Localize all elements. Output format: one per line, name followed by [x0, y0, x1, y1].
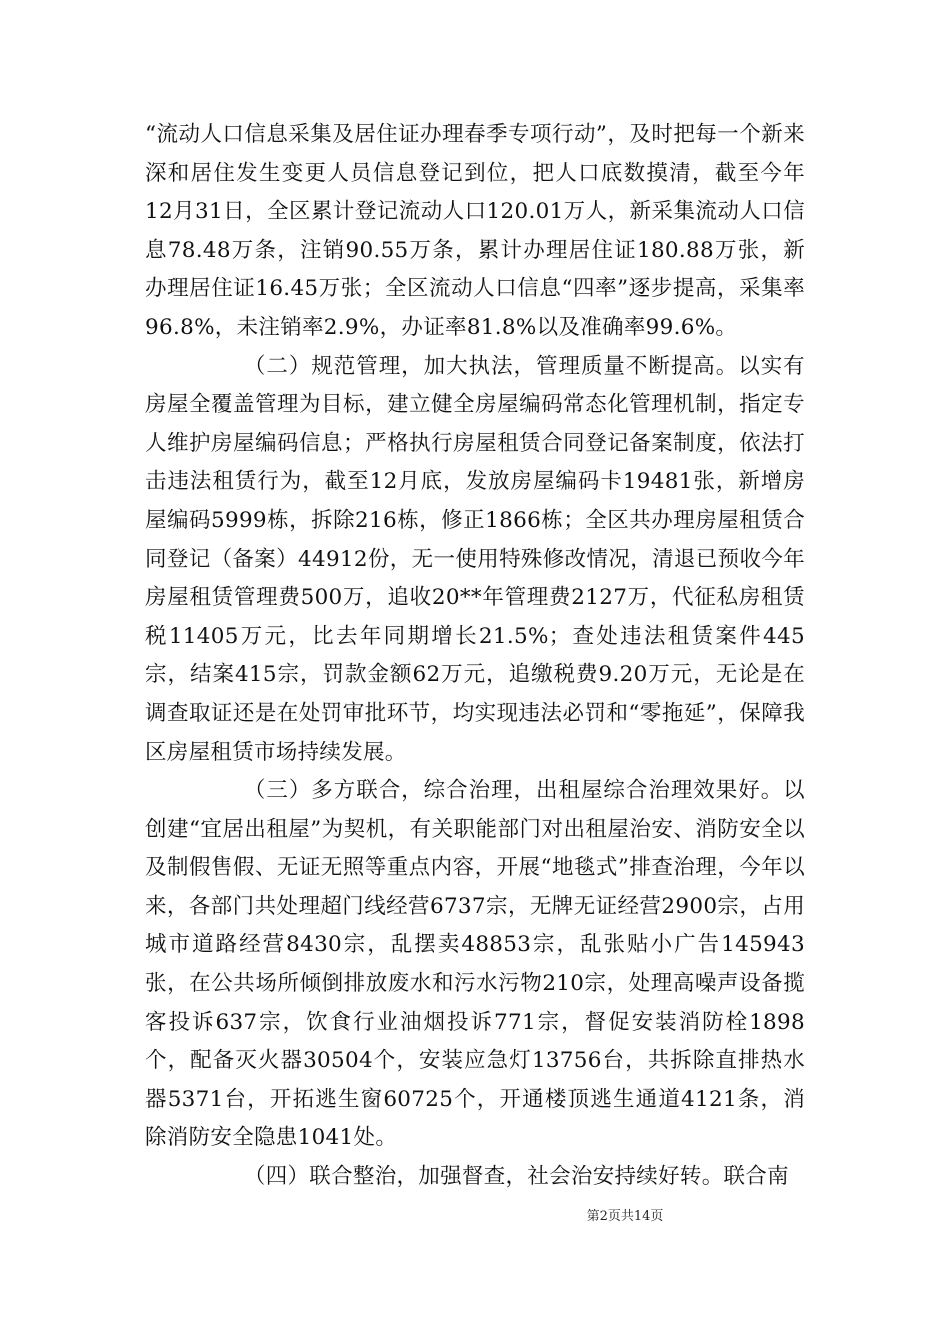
paragraph-section-four: （四）联合整治，加强督查，社会治安持续好转。联合南 — [243, 1164, 789, 1190]
document-body — [145, 116, 805, 1197]
paragraph-section-three: （三）多方联合，综合治理，出租屋综合治理效果好。以创建“宜居出租屋”为契机，有关职能部门对出租屋治安、消防安全以及制假售假、无证无照等重点内容，开展“地毯式”排查治理，今年以来，各部门共处理超门线经营6737宗，无牌无证经营2900宗，占用城市道路经营8430宗，乱摆卖48853宗，乱张贴小广告145943张，在公共场所倾倒排放废水和污水污物210宗，处理高噪声设备揽客投诉637宗，饮食行业油烟投诉771宗，督促安装消防栓1898个，配备灭火器30504个，安装应急灯13756台，共拆除直排热水器5371台，开拓逃生窗60725个，开通楼顶逃生通道4121条，消除消防安全隐患1041处。 — [145, 778, 805, 1151]
page-number: 第2页共14页 — [586, 1209, 664, 1224]
paragraph-section-two: （二）规范管理，加大执法，管理质量不断提高。以实有房屋全覆盖管理为目标，建立健全房屋编码常态化管理机制，指定专人维护房屋编码信息；严格执行房屋租赁合同登记备案制度，依法打击违法租赁行为，截至12月底，发放房屋编码卡19481张，新增房屋编码5999栋，拆除216栋，修正1866栋；全区共办理房屋租赁合同登记（备案）44912份，无一使用特殊修改情况，清退已预收今年房屋租赁管理费500万，追收20**年管理费2127万，代征私房租赁税11405万元，比去年同期增长21.5%；查处违法租赁案件445宗，结案415宗，罚款金额62万元，追缴税费9.20万元，无论是在调查取证还是在处罚审批环节，均实现违法必罚和“零拖延”，保障我区房屋租赁市场持续发展。 — [145, 353, 805, 765]
paragraph-floating-population: “流动人口信息采集及居住证办理春季专项行动”，及时把每一个新来深和居住发生变更人员信息登记到位，把人口底数摸清，截至今年12月31日，全区累计登记流动人口120.01万人，新采集流动人口信息78.48万条，注销90.55万条，累计办理居住证180.88万张，新办理居住证16.45万张；全区流动人口信息“四率”逐步提高，采集率96.8%，未注销率2.9%，办证率81.8%以及准确率99.6%。 — [145, 122, 805, 340]
page-footer — [0, 1205, 950, 1224]
